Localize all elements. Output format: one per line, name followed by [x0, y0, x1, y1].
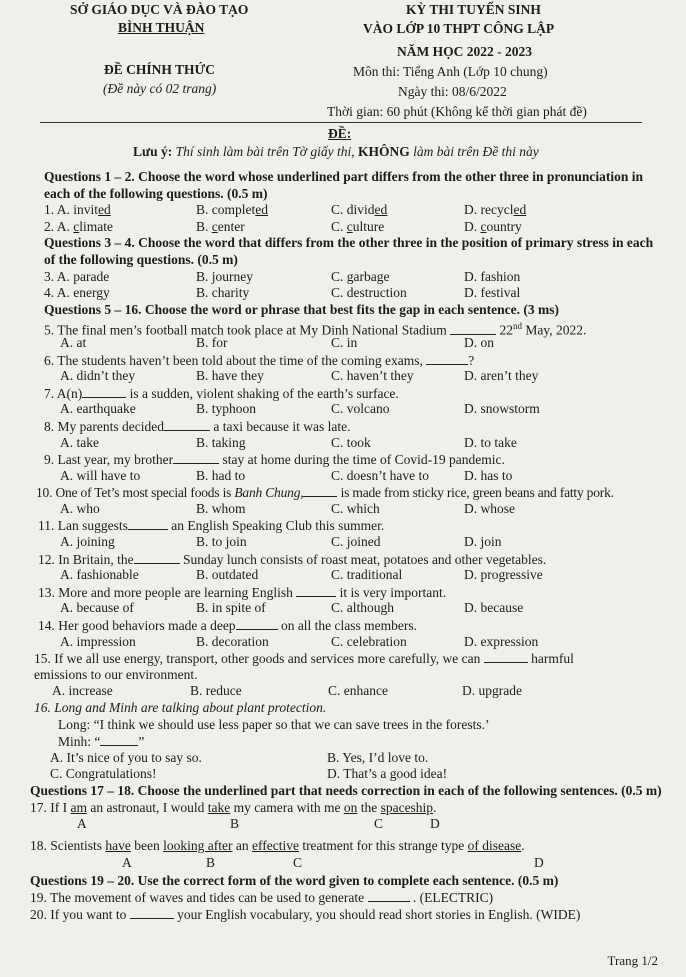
q7-option-b: B. typhoon — [196, 401, 257, 417]
q17-p4: the — [357, 799, 381, 815]
question-11-stem — [30, 517, 666, 534]
q2-c-u: c — [346, 218, 353, 234]
q1-b-u: ed — [255, 202, 268, 218]
question-11-options — [30, 534, 666, 551]
q10-option-c: C. which — [331, 500, 380, 516]
q4-option-a: 4. A. energy — [44, 285, 110, 301]
q10-option-b: B. whom — [196, 500, 246, 516]
question-6-options — [30, 368, 666, 385]
q7-stem-a: 7. A(n) — [44, 385, 83, 401]
q11-option-a: A. joining — [60, 534, 115, 550]
q16-option-c: C. Congratulations! — [50, 766, 157, 782]
q5-option-d: D. on — [464, 334, 494, 350]
q16-stem: 16. Long and Minh are talking about plant protection. — [34, 700, 327, 715]
q16-minh-end: ” — [138, 734, 145, 750]
section-heading-1-2: Questions 1 – 2. Choose the word whose underlined part differs from the other three in pronunciation in each of the following questions. (0.5 m) — [44, 169, 644, 201]
q15-option-c: C. enhance — [328, 683, 388, 699]
question-4 — [30, 285, 666, 302]
q12-option-a: A. fashionable — [60, 567, 139, 583]
q6-option-b: B. have they — [196, 368, 264, 384]
q6-option-d: D. aren’t they — [464, 368, 539, 384]
q1-d-pre: D. recycl — [464, 202, 514, 218]
q9-option-b: B. had to — [196, 467, 246, 483]
q18-p5: . — [521, 838, 525, 854]
q1-a-pre: 1. A. invit — [44, 202, 99, 218]
q6-option-a: A. didn’t they — [60, 368, 136, 384]
q18-underline-a: have — [105, 838, 131, 854]
question-3 — [30, 269, 666, 286]
q3-option-d: D. fashion — [464, 268, 521, 284]
q2-a-u: c — [73, 218, 80, 234]
page-number: Trang 1/2 — [607, 953, 658, 968]
q10-blank — [303, 484, 337, 497]
q13-stem-b: it is very important. — [339, 584, 447, 600]
note-text: Thí sinh làm bài trên Tờ giấy thi, — [175, 144, 355, 159]
q8-blank — [164, 418, 210, 431]
q4-option-b: B. charity — [196, 285, 250, 301]
q14-stem-a: 14. Her good behaviors made a deep — [38, 618, 236, 634]
q2-b-post: enter — [217, 218, 245, 234]
question-14-stem — [30, 617, 666, 634]
q8-stem-b: a taxi because it was late. — [213, 418, 351, 434]
question-15-stem — [30, 650, 666, 667]
question-12-options — [30, 567, 666, 584]
q17-p5: . — [433, 799, 437, 815]
question-16-options-2 — [30, 766, 666, 783]
q17-p1: 17. If I — [30, 799, 71, 815]
q2-b-u: c — [211, 218, 218, 234]
q8-option-d: D. to take — [464, 434, 517, 450]
q9-option-c: C. doesn’t have to — [331, 467, 429, 483]
question-9-stem — [30, 451, 666, 468]
questions-body — [30, 169, 666, 923]
q3-option-b: B. journey — [196, 268, 253, 284]
q11-stem-b: an English Speaking Club this summer. — [171, 518, 385, 534]
q2-b-pre: B. — [196, 218, 212, 234]
q11-stem-a: 11. Lan suggests — [38, 518, 128, 534]
q14-option-b: B. decoration — [196, 633, 269, 649]
q20-stem-a: 20. If you want to — [30, 906, 127, 922]
question-8-options — [30, 435, 666, 452]
q13-option-b: B. in spite of — [196, 600, 266, 616]
question-17 — [30, 800, 666, 817]
note-line — [133, 144, 539, 161]
question-13-options — [30, 600, 666, 617]
question-15-stem-cont — [30, 667, 666, 684]
q18-p3: an — [232, 838, 252, 854]
q20-stem-b: your English vocabulary, you should read short stories in English. (WIDE) — [177, 906, 581, 922]
question-5-options — [30, 335, 666, 352]
question-13-stem — [30, 584, 666, 601]
q16-option-d: D. That’s a good idea! — [327, 766, 448, 782]
q14-option-a: A. impression — [60, 633, 136, 649]
q8-option-a: A. take — [60, 434, 99, 450]
q16-long: Long: “I think we should use less paper so that we can save trees in the forests.’ — [58, 716, 490, 732]
q13-option-d: D. because — [464, 600, 524, 616]
q18-letter-d: D — [534, 854, 544, 870]
q2-c-post: ulture — [352, 218, 385, 234]
q18-letter-b: B — [206, 854, 216, 870]
question-6-stem: 6. The students haven’t been told about the time of the coming exams, ? — [44, 352, 475, 368]
q15-option-b: B. reduce — [190, 683, 242, 699]
q18-letter-c: C — [293, 854, 303, 870]
q3-option-c: C. garbage — [331, 268, 390, 284]
q5-stem-c: May, 2022. — [525, 322, 587, 338]
q1-c-pre: C. divid — [331, 202, 375, 218]
q16-blank — [100, 733, 138, 746]
note-bold: KHÔNG — [357, 144, 410, 159]
note-tail: làm bài trên Đề thi này — [413, 144, 539, 159]
q6-blank — [426, 352, 468, 365]
q5-sup: nd — [513, 321, 523, 332]
q13-stem-a: 13. More and more people are learning English — [38, 584, 293, 600]
question-5-stem — [30, 318, 666, 338]
q11-option-b: B. to join — [196, 534, 247, 550]
exam-year: NĂM HỌC 2022 - 2023 — [397, 44, 532, 59]
q12-blank — [134, 551, 180, 564]
q12-option-d: D. progressive — [464, 567, 543, 583]
q5-option-b: B. for — [196, 334, 228, 350]
q13-option-c: C. although — [331, 600, 394, 616]
q2-a-pre: 2. A. — [44, 218, 74, 234]
q6-stem: 6. The students haven’t been told about the time of the coming exams, — [44, 352, 423, 368]
pages-note: (Đề này có 02 trang) — [103, 81, 217, 96]
q10-option-a: A. who — [60, 500, 100, 516]
q1-d-u: ed — [513, 202, 527, 218]
q9-option-a: A. will have to — [60, 467, 141, 483]
question-14-options — [30, 634, 666, 651]
question-10-options — [30, 501, 666, 518]
q7-stem-b: is a sudden, violent shaking of the earth’s surface. — [129, 385, 399, 401]
q4-option-d: D. festival — [464, 285, 521, 301]
q3-option-a: 3. A. parade — [44, 268, 110, 284]
q7-option-d: D. snowstorm — [464, 401, 540, 417]
q14-stem-b: on all the class members. — [280, 618, 418, 634]
q9-stem-a: 9. Last year, my brother — [44, 452, 174, 468]
header-rule — [40, 122, 642, 123]
q15-blank — [484, 650, 528, 663]
q14-option-c: C. celebration — [331, 633, 407, 649]
q17-letter-c: C — [374, 816, 384, 832]
q16-option-a: A. It’s nice of you to say so. — [50, 749, 202, 765]
question-19 — [30, 889, 666, 906]
q9-blank — [173, 451, 219, 464]
question-16-options-1 — [30, 750, 666, 767]
q19-stem-a: 19. The movement of waves and tides can be used to generate — [30, 890, 365, 906]
q5-stem-b: 22 — [499, 322, 514, 338]
question-16-stem — [30, 700, 666, 717]
question-10-stem — [30, 484, 666, 501]
q17-underline-c: on — [343, 799, 358, 815]
q11-option-c: C. joined — [331, 534, 381, 550]
q4-option-c: C. destruction — [331, 285, 407, 301]
question-12-stem — [30, 551, 666, 568]
q15-stem-a: 15. If we all use energy, transport, other goods and services more carefully, we can — [34, 651, 481, 667]
q17-underline-b: take — [207, 799, 231, 815]
q18-underline-d: of disease — [467, 838, 522, 854]
q2-d-post: ountry — [486, 218, 522, 234]
q12-option-c: C. traditional — [331, 567, 403, 583]
q2-a-post: limate — [79, 218, 114, 234]
q10-option-d: D. whose — [464, 500, 515, 516]
question-16-minh — [30, 733, 666, 750]
q5-option-c: C. in — [331, 334, 358, 350]
q1-b-pre: B. complet — [196, 202, 256, 218]
q14-option-d: D. expression — [464, 633, 539, 649]
q17-p3: my camera with me — [230, 799, 344, 815]
question-20 — [30, 906, 666, 923]
exam-time: Thời gian: 60 phút (Không kể thời gian phát đề) — [327, 104, 587, 119]
question-15-options — [30, 683, 666, 700]
q11-blank — [128, 517, 168, 530]
q10-stem-italic: Banh Chung, — [234, 485, 304, 501]
q16-minh: Minh: “ — [58, 734, 101, 750]
q9-option-d: D. has to — [464, 467, 513, 483]
q11-option-d: D. join — [464, 534, 502, 550]
q15-stem-b: harmful — [531, 651, 574, 667]
q16-option-b: B. Yes, I’d love to. — [327, 749, 429, 765]
q14-blank — [236, 617, 278, 630]
department-name: SỞ GIÁO DỤC VÀ ĐÀO TẠO — [70, 2, 249, 17]
question-9-options — [30, 468, 666, 485]
question-7-stem — [30, 385, 666, 402]
q20-blank — [130, 906, 174, 919]
q2-d-pre: D. — [464, 218, 481, 234]
q18-p1: 18. Scientists — [30, 838, 106, 854]
exam-grade: VÀO LỚP 10 THPT CÔNG LẬP — [363, 21, 555, 36]
province-name: BÌNH THUẬN — [118, 20, 205, 35]
section-heading-19-20: Questions 19 – 20. Use the correct form of the word given to complete each sentence. (0.5 m) — [30, 872, 559, 888]
q8-option-c: C. took — [331, 434, 371, 450]
exam-title: ĐỀ: — [328, 126, 352, 141]
q5-option-a: A. at — [60, 334, 87, 350]
q5-blank — [450, 322, 496, 335]
q2-d-u: c — [480, 218, 487, 234]
q8-stem-a: 8. My parents decided — [44, 418, 164, 434]
question-18-letters — [30, 855, 666, 871]
q17-p2: an astronaut, I would — [87, 799, 208, 815]
q19-stem-b: . (ELECTRIC) — [412, 890, 494, 906]
q7-blank — [82, 385, 126, 398]
q17-underline-d: spaceship — [380, 799, 434, 815]
exam-date: Ngày thi: 08/6/2022 — [398, 84, 507, 99]
note-label: Lưu ý: — [133, 144, 173, 159]
q5-stem-a: 5. The final men’s football match took place at My Dinh National Stadium — [44, 322, 447, 338]
q15-option-d: D. upgrade — [462, 683, 522, 699]
q6-option-c: C. haven’t they — [331, 368, 414, 384]
question-7-options — [30, 401, 666, 418]
q1-a-u: ed — [98, 202, 111, 218]
q8-option-b: B. taking — [196, 434, 246, 450]
question-17-letters — [30, 816, 666, 832]
q17-letter-b: B — [230, 816, 240, 832]
section-heading-17-18: Questions 17 – 18. Choose the underlined part that needs correction in each of the following sentences. (0.5 m) — [30, 782, 662, 798]
q7-option-c: C. volcano — [331, 401, 390, 417]
q15-option-a: A. increase — [52, 683, 113, 699]
official-label: ĐỀ CHÍNH THỨC — [104, 62, 216, 77]
q19-blank — [368, 889, 410, 902]
q7-option-a: A. earthquake — [60, 401, 136, 417]
q18-letter-a: A — [122, 854, 132, 870]
q17-underline-a: am — [70, 799, 87, 815]
question-8-stem — [30, 418, 666, 435]
q2-c-pre: C. — [331, 218, 347, 234]
q13-blank — [296, 584, 336, 597]
q18-p4: treatment for this strange type — [298, 838, 468, 854]
q17-letter-d: D — [430, 816, 440, 832]
exam-name: KỲ THI TUYỂN SINH — [406, 2, 541, 17]
q12-stem-a: 12. In Britain, the — [38, 551, 134, 567]
q18-p2: been — [130, 838, 164, 854]
q10-stem-b: is made from sticky rice, green beans and fatty pork. — [340, 485, 614, 501]
subject-line: Môn thi: Tiếng Anh (Lớp 10 chung) — [353, 64, 548, 79]
q18-underline-c: effective — [251, 838, 299, 854]
q15-stem-c: emissions to our environment. — [34, 666, 198, 682]
q13-option-a: A. because of — [60, 600, 134, 616]
section-heading-3-4: Questions 3 – 4. Choose the word that differs from the other three in the position of primary stress in each of the following questions. (0.5 m) — [44, 235, 654, 267]
q17-letter-a: A — [77, 816, 87, 832]
section-heading-5-16: Questions 5 – 16. Choose the word or phrase that best fits the gap in each sentence. (3 ms) — [44, 301, 559, 317]
q18-underline-b: looking after — [163, 838, 233, 854]
question-16-long — [30, 717, 666, 734]
q12-stem-b: Sunday lunch consists of roast meat, potatoes and other vegetables. — [182, 551, 547, 567]
q1-c-u: ed — [374, 202, 388, 218]
q9-stem-b: stay at home during the time of Covid-19 pandemic. — [222, 452, 505, 468]
question-2 — [30, 219, 666, 236]
question-18 — [30, 838, 666, 855]
question-1 — [30, 202, 666, 219]
q10-stem-a: 10. One of Tet’s most special foods is — [36, 485, 232, 501]
q12-option-b: B. outdated — [196, 567, 259, 583]
